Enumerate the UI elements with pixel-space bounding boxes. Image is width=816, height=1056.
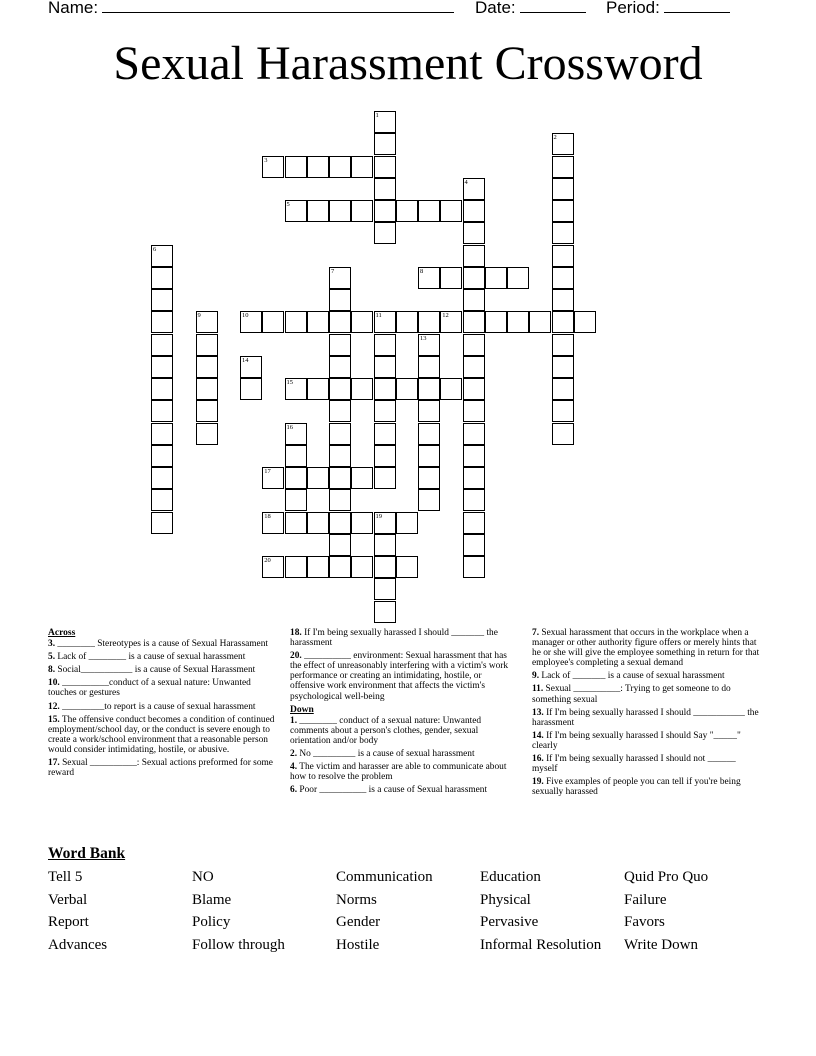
clue-across-18: 18. If I'm being sexually harassed I should _______ the harassment xyxy=(290,628,498,649)
clue-number-label: 20 xyxy=(264,557,271,564)
crossword-cell[interactable] xyxy=(329,445,351,467)
clues-column-1 xyxy=(48,628,276,781)
crossword-cell[interactable] xyxy=(151,289,173,311)
crossword-cell[interactable] xyxy=(329,200,351,222)
clue-down-1: 1. ________ conduct of a sexual nature: Unwanted comments about a person's clothes, gender, sexual orientation and/or body xyxy=(290,715,482,746)
word-bank-word: Policy xyxy=(192,914,231,930)
clue-down-9: 9. Lack of _______ is a cause of sexual harassment xyxy=(532,671,725,682)
crossword-cell[interactable] xyxy=(463,489,485,511)
crossword-cell[interactable] xyxy=(463,423,485,445)
crossword-cell[interactable] xyxy=(285,156,307,178)
crossword-cell[interactable] xyxy=(463,445,485,467)
crossword-cell[interactable] xyxy=(463,245,485,267)
crossword-cell[interactable] xyxy=(151,356,173,378)
crossword-cell[interactable] xyxy=(463,222,485,244)
clue-number-label: 8 xyxy=(420,267,424,275)
word-bank-word: Quid Pro Quo xyxy=(624,869,709,885)
crossword-cell[interactable] xyxy=(151,445,173,467)
crossword-cell[interactable] xyxy=(552,356,574,378)
date-label: Date: xyxy=(475,0,516,17)
crossword-cell[interactable] xyxy=(463,334,485,356)
clue-number-label: 12 xyxy=(442,312,449,320)
word-bank-word: Write Down xyxy=(624,937,698,953)
crossword-cell[interactable] xyxy=(374,423,396,445)
crossword-cell[interactable] xyxy=(307,512,329,534)
crossword-cell[interactable] xyxy=(285,445,307,467)
crossword-cell[interactable] xyxy=(329,467,351,489)
name-label: Name: xyxy=(48,0,99,17)
crossword-cell[interactable] xyxy=(196,334,218,356)
crossword-cell[interactable] xyxy=(374,556,396,578)
clue-down-6: 6. Poor __________ is a cause of Sexual harassment xyxy=(290,785,488,796)
crossword-cell[interactable] xyxy=(552,289,574,311)
crossword-cell[interactable] xyxy=(374,334,396,356)
crossword-cell[interactable] xyxy=(552,400,574,422)
word-bank-word: Failure xyxy=(624,892,667,908)
crossword-cell[interactable] xyxy=(552,156,574,178)
crossword-cell[interactable] xyxy=(151,400,173,422)
crossword-cell[interactable] xyxy=(196,423,218,445)
period-label: Period: xyxy=(606,0,660,17)
page-title: Sexual Harassment Crossword xyxy=(113,37,703,90)
word-bank-word: Physical xyxy=(480,892,531,908)
crossword-cell[interactable] xyxy=(351,556,373,578)
word-bank-word: Follow through xyxy=(192,937,285,953)
crossword-cell[interactable] xyxy=(329,556,351,578)
crossword-cell[interactable] xyxy=(552,423,574,445)
crossword-cell[interactable] xyxy=(374,356,396,378)
crossword-cell[interactable] xyxy=(307,378,329,400)
clue-number-label: 16 xyxy=(286,423,293,431)
clues-column-3 xyxy=(532,628,760,800)
crossword-cell[interactable] xyxy=(307,200,329,222)
crossword-cell[interactable] xyxy=(151,311,173,333)
crossword-cell[interactable] xyxy=(463,512,485,534)
word-bank-word: Communication xyxy=(336,869,433,885)
word-bank-word: Education xyxy=(480,869,541,885)
word-bank-title: Word Bank xyxy=(48,845,126,862)
word-bank-word: Favors xyxy=(624,914,665,930)
clue-number-label: 9 xyxy=(197,312,201,320)
clue-down-4: 4. The victim and harasser are able to communicate about how to resolve the problem xyxy=(290,762,507,783)
crossword-cell[interactable] xyxy=(463,289,485,311)
crossword-cell[interactable] xyxy=(396,556,418,578)
crossword-cell[interactable] xyxy=(463,267,485,289)
clue-number-label: 4 xyxy=(464,178,468,186)
crossword-cell[interactable] xyxy=(329,400,351,422)
clue-down-13: 13. If I'm being sexually harassed I should ___________ the harassment xyxy=(532,707,759,728)
crossword-cell[interactable] xyxy=(351,512,373,534)
crossword-cell[interactable] xyxy=(329,156,351,178)
crossword-cell[interactable] xyxy=(151,512,173,534)
crossword-cell[interactable] xyxy=(463,311,485,333)
crossword-cell[interactable] xyxy=(552,267,574,289)
crossword-cell[interactable] xyxy=(351,378,373,400)
crossword-cell[interactable] xyxy=(351,156,373,178)
clue-number-label: 6 xyxy=(153,245,157,253)
crossword-cell[interactable] xyxy=(440,267,462,289)
crossword-cell[interactable] xyxy=(463,200,485,222)
crossword-cell[interactable] xyxy=(307,467,329,489)
word-bank-word: Verbal xyxy=(48,892,88,908)
clue-number-label: 19 xyxy=(375,512,382,520)
crossword-cell[interactable] xyxy=(418,400,440,422)
crossword-cell[interactable] xyxy=(463,534,485,556)
crossword-cell[interactable] xyxy=(552,378,574,400)
crossword-cell[interactable] xyxy=(374,378,396,400)
across-heading: Across xyxy=(48,628,76,638)
word-bank-word: Norms xyxy=(336,892,377,908)
clue-number-label: 13 xyxy=(420,334,427,342)
clue-down-14: 14. If I'm being sexually harassed I should Say "_____" clearly xyxy=(532,730,741,751)
crossword-cell[interactable] xyxy=(418,378,440,400)
crossword-cell[interactable] xyxy=(329,311,351,333)
crossword-cell[interactable] xyxy=(285,556,307,578)
down-heading: Down xyxy=(290,704,314,715)
crossword-cell[interactable] xyxy=(440,200,462,222)
crossword-cell[interactable] xyxy=(374,400,396,422)
word-bank-word: Gender xyxy=(336,914,381,930)
clue-number-label: 2 xyxy=(553,134,557,142)
crossword-cell[interactable] xyxy=(285,311,307,333)
crossword-cell[interactable] xyxy=(374,156,396,178)
crossword-cell[interactable] xyxy=(307,156,329,178)
crossword-cell[interactable] xyxy=(552,245,574,267)
crossword-cell[interactable] xyxy=(552,311,574,333)
crossword-cell[interactable] xyxy=(552,200,574,222)
clue-across-3: 3. ________ Stereotypes is a cause of Sexual Harassament xyxy=(48,639,268,650)
clue-number-label: 5 xyxy=(286,201,290,208)
crossword-cell[interactable] xyxy=(285,467,307,489)
crossword-cell[interactable] xyxy=(552,222,574,244)
word-bank-word: Report xyxy=(48,914,89,930)
crossword-cell[interactable] xyxy=(196,378,218,400)
clue-number-label: 17 xyxy=(264,468,271,475)
crossword-cell[interactable] xyxy=(151,267,173,289)
crossword-cell[interactable] xyxy=(329,489,351,511)
crossword-cell[interactable] xyxy=(374,601,396,623)
crossword-cell[interactable] xyxy=(463,400,485,422)
clue-number-label: 3 xyxy=(264,156,268,164)
crossword-cell[interactable] xyxy=(552,178,574,200)
crossword-cell[interactable] xyxy=(552,334,574,356)
clue-down-11: 11. Sexual __________: Trying to get someone to do something sexual xyxy=(532,684,731,705)
clue-number-label: 10 xyxy=(242,312,249,320)
word-bank-word: Blame xyxy=(192,892,232,908)
word-bank-word: Pervasive xyxy=(480,914,539,930)
crossword-cell[interactable] xyxy=(529,311,551,333)
clue-number-label: 7 xyxy=(331,267,335,275)
crossword-cell[interactable] xyxy=(463,378,485,400)
crossword-cell[interactable] xyxy=(151,334,173,356)
clue-across-10: 10. __________conduct of a sexual nature: Unwanted touches or gestures xyxy=(48,678,251,699)
crossword-cell[interactable] xyxy=(440,378,462,400)
word-bank-word: NO xyxy=(192,869,214,885)
clue-number-label: 14 xyxy=(242,356,249,364)
crossword-cell[interactable] xyxy=(351,200,373,222)
crossword-cell[interactable] xyxy=(329,289,351,311)
word-bank-word: Advances xyxy=(48,937,108,953)
crossword-cell[interactable] xyxy=(374,445,396,467)
crossword-cell[interactable] xyxy=(418,356,440,378)
clue-number-label: 15 xyxy=(286,379,293,386)
crossword-cell[interactable] xyxy=(151,467,173,489)
crossword-cell[interactable] xyxy=(285,489,307,511)
crossword-cell[interactable] xyxy=(463,467,485,489)
word-bank-word: Informal Resolution xyxy=(480,937,602,953)
crossword-cell[interactable] xyxy=(307,556,329,578)
crossword-cell[interactable] xyxy=(396,512,418,534)
crossword-cell[interactable] xyxy=(329,334,351,356)
word-bank-word: Tell 5 xyxy=(48,869,83,885)
crossword-cell[interactable] xyxy=(374,133,396,155)
crossword-cell[interactable] xyxy=(396,378,418,400)
crossword-cell[interactable] xyxy=(351,467,373,489)
crossword-cell[interactable] xyxy=(418,423,440,445)
crossword-cell[interactable] xyxy=(307,311,329,333)
crossword-cell[interactable] xyxy=(574,311,596,333)
crossword-cell[interactable] xyxy=(374,222,396,244)
crossword-cell[interactable] xyxy=(196,400,218,422)
crossword-cell[interactable] xyxy=(396,200,418,222)
clue-across-5: 5. Lack of ________ is a cause of sexual harassment xyxy=(48,652,246,663)
crossword-cell[interactable] xyxy=(418,200,440,222)
crossword-cell[interactable] xyxy=(329,423,351,445)
crossword-cell[interactable] xyxy=(262,311,284,333)
clue-down-16: 16. If I'm being sexually harassed I should not ______ myself xyxy=(532,754,736,775)
crossword-cell[interactable] xyxy=(285,512,307,534)
crossword-cell[interactable] xyxy=(507,267,529,289)
word-bank-word: Hostile xyxy=(336,937,380,953)
crossword-cell[interactable] xyxy=(329,512,351,534)
crossword-cell[interactable] xyxy=(374,534,396,556)
clue-across-17: 17. Sexual __________: Sexual actions preformed for some reward xyxy=(48,758,273,779)
crossword-cell[interactable] xyxy=(374,578,396,600)
crossword-cell[interactable] xyxy=(329,534,351,556)
crossword-cell[interactable] xyxy=(374,178,396,200)
clue-number-label: 1 xyxy=(375,112,379,119)
crossword-cell[interactable] xyxy=(151,423,173,445)
crossword-cell[interactable] xyxy=(418,311,440,333)
crossword-cell[interactable] xyxy=(240,378,262,400)
clue-across-8: 8. Social___________ is a cause of Sexual Harassment xyxy=(48,665,256,676)
crossword-cell[interactable] xyxy=(463,356,485,378)
crossword-cell[interactable] xyxy=(374,200,396,222)
clue-number-label: 11 xyxy=(375,312,382,320)
clue-down-19: 19. Five examples of people you can tell if you're being sexually harassed xyxy=(532,777,741,798)
crossword-cell[interactable] xyxy=(196,356,218,378)
crossword-cell[interactable] xyxy=(463,556,485,578)
clue-down-2: 2. No _________ is a cause of sexual harassment xyxy=(290,749,475,760)
crossword-cell[interactable] xyxy=(151,489,173,511)
crossword-cell[interactable] xyxy=(329,378,351,400)
crossword-cell[interactable] xyxy=(151,378,173,400)
crossword-cell[interactable] xyxy=(329,356,351,378)
crossword-cell[interactable] xyxy=(485,311,507,333)
clue-across-20: 20. __________ environment: Sexual harassment that has the effect of unreasonably interfering with a victim's work performance or creating an intimidating, hostile, or offensive work environment that affects the victim's psychological well-being xyxy=(290,651,509,702)
clue-down-7: 7. Sexual harassment that occurs in the workplace when a manager or other authority figure offers or merely hints that he or she will give the employee something in return for that employee's completing a sexual demand xyxy=(532,628,760,669)
crossword-cell[interactable] xyxy=(351,311,373,333)
crossword-cell[interactable] xyxy=(396,311,418,333)
crossword-cell[interactable] xyxy=(418,467,440,489)
clue-across-15: 15. The offensive conduct becomes a condition of continued employment/school day, or the conduct is severe enough to create a work/school environment that a reasonable person would consider intimidating, hostile, or abusive. xyxy=(48,714,275,755)
clues-column-2 xyxy=(290,628,518,798)
crossword-cell[interactable] xyxy=(418,445,440,467)
clue-across-12: 12. _________to report is a cause of sexual harassment xyxy=(48,701,256,712)
crossword-cell[interactable] xyxy=(374,467,396,489)
crossword-cell[interactable] xyxy=(418,489,440,511)
crossword-cell[interactable] xyxy=(485,267,507,289)
crossword-cell[interactable] xyxy=(507,311,529,333)
clue-number-label: 18 xyxy=(264,512,271,520)
